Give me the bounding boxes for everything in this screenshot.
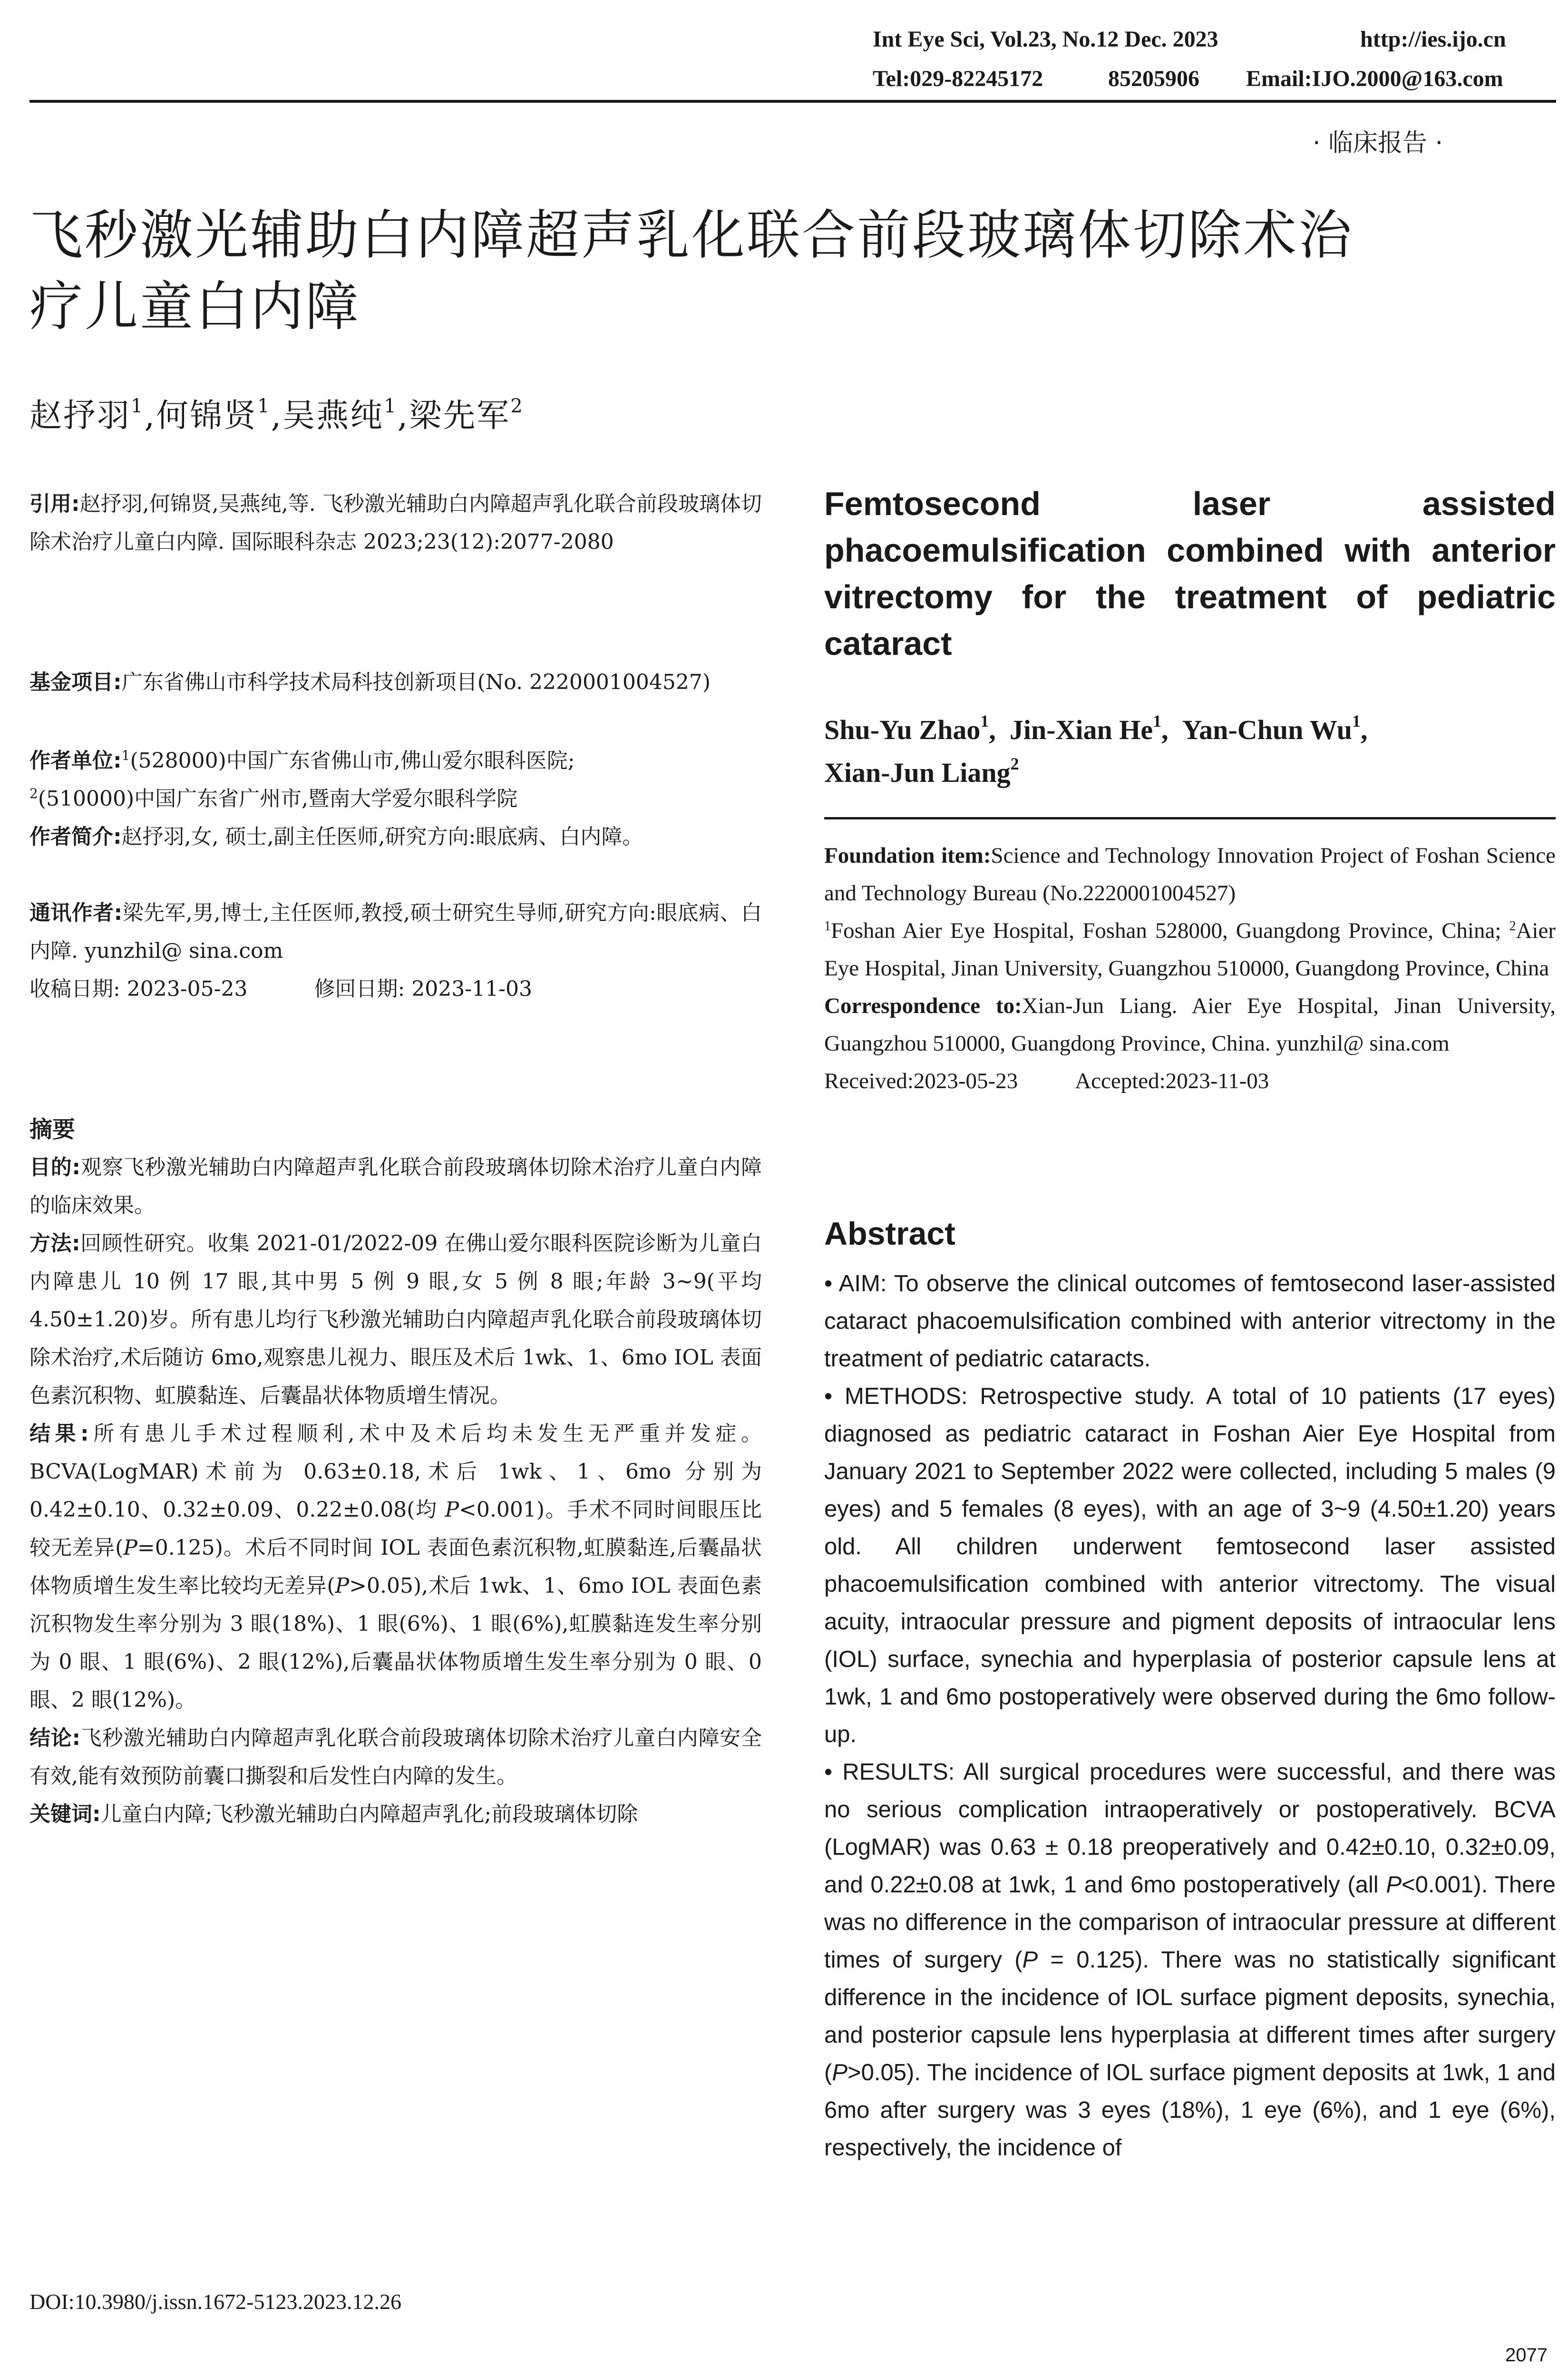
revised-date: 修回日期: 2023-11-03 (314, 977, 532, 1001)
results-text: 所有患儿手术过程顺利,术中及术后均未发生无严重并发症。BCVA(LogMAR)术前为 0.63±0.18,术后 1wk、1、6mo 分别为 0.42±0.10、0.32±0.09、0.22±0.08(均 (29, 1422, 762, 1522)
keywords-label: 关键词: (29, 1802, 101, 1826)
citation-label: 引用: (29, 492, 80, 516)
keywords-text: 儿童白内障;飞秒激光辅助白内障超声乳化;前段玻璃体切除 (100, 1802, 638, 1826)
results-text: =0.125)。术后不同时间 IOL 表面色素沉积物,虹膜黏连,后囊晶状体物质增生发生率比较均无差异( (29, 1536, 762, 1598)
conclusion-text: 飞秒激光辅助白内障超声乳化联合前段玻璃体切除术治疗儿童白内障安全有效,能有效预防前囊口撕裂和后发性白内障的发生。 (29, 1726, 762, 1788)
affiliation-mark: 2 (29, 786, 38, 801)
conclusion-label: 结论: (29, 1726, 81, 1750)
author-affiliation-mark: 1 (131, 395, 145, 417)
corresponding-text: 梁先军,男,博士,主任医师,教授,硕士研究生导师,研究方向:眼底病、白内障. yunzhil@ sina.com (29, 901, 762, 963)
results-text-en: All surgical procedures were successful, and there was no serious complication intraoperatively or postoperatively. BCVA (LogMAR) was 0.63 ± 0.18 preoperatively and 0.42±0.10, 0.32±0.09, and 0.22±0.08 at 1wk, 1 and 6mo postoperatively (all (824, 1759, 1556, 1898)
abstract-en-methods (824, 1378, 1556, 1754)
correspondence-label: Correspondence to: (824, 994, 1022, 1018)
journal-email[interactable]: Email:IJO.2000@163.com (1246, 66, 1503, 91)
received-date: 收稿日期: 2023-05-23 (29, 977, 248, 1001)
abstract-cn-results (29, 1415, 762, 1719)
results-text-en: = 0.125). There was no statistically significant difference in the incidence of IOL surface pigment deposits, synechia, and posterior capsule lens hyperplasia at different times after surgery ( (824, 1947, 1556, 2085)
results-text: <0.001)。手术不同时间眼压比较无差异( (29, 1498, 762, 1560)
abstract-en-aim (824, 1265, 1556, 1378)
bio-text: 赵抒羽,女, 硕士,副主任医师,研究方向:眼底病、白内障。 (121, 825, 643, 849)
header-rule (29, 100, 1556, 103)
affiliation-label: 作者单位: (29, 749, 122, 773)
author-affiliation-mark: 1 (980, 711, 989, 731)
aim-label: 目的: (29, 1155, 81, 1179)
author-affiliation-mark: 1 (1153, 711, 1162, 731)
author-affiliation-mark: 1 (1352, 711, 1361, 731)
methods-text-en: Retrospective study. A total of 10 patients (17 eyes) diagnosed as pediatric cataract in Foshan Aier Eye Hospital from January 2021 to September 2022 were collected, including 5 males (9 eyes) and 5 females (8 eyes), with an age of 3~9 (4.50±1.20) years old. All children underwent femtosecond laser assisted phacoemulsification combined with anterior vitrectomy. The visual acuity, intraocular pressure and pigment deposits of intraocular lens (IOL) surface, synechia and hyperplasia of posterior capsule lens at 1wk, 1 and 6mo postoperatively were observed during the 6mo follow-up. (824, 1383, 1556, 1747)
affiliation-text-2: (510000)中国广东省广州市,暨南大学爱尔眼科学院 (38, 787, 518, 811)
dates-block (29, 970, 762, 1008)
abstract-en-body (824, 1265, 1556, 2167)
p-symbol: P (123, 1536, 137, 1560)
author-name-en: Jin-Xian He (1009, 714, 1153, 745)
aim-text: 观察飞秒激光辅助白内障超声乳化联合前段玻璃体切除术治疗儿童白内障的临床效果。 (29, 1155, 762, 1218)
author-affiliation-mark: 1 (384, 395, 398, 417)
journal-citation-line: Int Eye Sci, Vol.23, No.12 Dec. 2023 (873, 27, 1218, 52)
author-affiliation-mark: 2 (1010, 754, 1019, 773)
page-number: 2077 (1505, 2345, 1548, 2366)
abstract-en-results (824, 1754, 1556, 2167)
article-title-cn (29, 200, 1556, 342)
title-cn-line-1: 飞秒激光辅助白内障超声乳化联合前段玻璃体切除术治 (29, 205, 1354, 266)
authors-en: Shu-Yu Zhao$^1$, Jin-Xian He$^1$, Yan-Chun Wu$^1$, Xian-Jun Liang$^2$ (824, 711, 1368, 788)
bio-block (29, 818, 762, 856)
affiliation-en-1: Foshan Aier Eye Hospital, Foshan 528000, Guangdong Province, China; (831, 918, 1501, 943)
p-symbol: P (1022, 1947, 1038, 1973)
article-title-en: Femtosecond laser assisted phacoemulsification combined with anterior vitrectomy for the treatment of pediatric cataract (824, 485, 1556, 662)
bio-label: 作者简介: (29, 825, 122, 849)
journal-tel: Tel:029-82245172 (873, 66, 1043, 91)
results-label-en: • RESULTS: (824, 1759, 955, 1785)
affiliation-block (29, 742, 762, 818)
results-text: >0.05),术后 1wk、1、6mo IOL 表面色素沉积物发生率分别为 3 眼(18%)、1 眼(6%)、1 眼(6%),虹膜黏连发生率分别为 0 眼、1 眼(6%)、2 眼(12%),后囊晶状体物质增生发生率分别为 0 眼、0 眼、2 眼(12%)。 (29, 1574, 762, 1712)
abstract-cn-conclusion (29, 1719, 762, 1795)
section-label: · 临床报告 · (1313, 129, 1443, 157)
english-article-info (824, 837, 1556, 1100)
abstract-cn-methods (29, 1225, 762, 1415)
affiliation-mark: 2 (1509, 919, 1516, 934)
doi[interactable]: DOI:10.3980/j.issn.1672-5123.2023.12.26 (29, 2289, 401, 2314)
fund-block (29, 663, 762, 701)
methods-label-en: • METHODS: (824, 1383, 968, 1409)
foundation-text: Science and Technology Innovation Project of Foshan Science and Technology Bureau (No.2220001004527) (824, 843, 1556, 906)
authors-cn: 赵抒羽$^1$,何锦贤$^1$,吴燕纯$^1$,梁先军$^2$ (29, 395, 524, 435)
fund-label: 基金项目: (29, 670, 122, 694)
p-symbol: P (832, 2060, 848, 2085)
english-section-rule (824, 817, 1556, 819)
fund-text: 广东省佛山市科学技术局科技创新项目(No. 2220001004527) (121, 670, 711, 694)
abstract-heading-en: Abstract (824, 1216, 955, 1252)
journal-tel-2: 85205906 (1108, 66, 1199, 91)
author-name-en: Shu-Yu Zhao (824, 714, 981, 745)
p-symbol: P (1386, 1872, 1402, 1898)
results-label: 结果: (29, 1422, 89, 1446)
author-name: 吴燕纯 (282, 397, 384, 435)
results-text-en: >0.05). The incidence of IOL surface pigment deposits at 1wk, 1 and 6mo after surgery was 3 eyes (18%), 1 eye (6%), and 1 eye (6%), respectively, the incidence of (824, 2060, 1556, 2161)
corresponding-block (29, 894, 762, 970)
author-name: 梁先军 (409, 397, 511, 435)
journal-url[interactable]: http://ies.ijo.cn (1360, 27, 1506, 52)
affiliation-mark: 1 (121, 748, 130, 763)
foundation-label: Foundation item: (824, 843, 991, 868)
aim-text-en: To observe the clinical outcomes of femtosecond laser-assisted cataract phacoemulsification combined with anterior vitrectomy in the treatment of pediatric cataracts. (824, 1271, 1556, 1372)
corresponding-label: 通讯作者: (29, 901, 123, 925)
author-affiliation-mark: 1 (257, 395, 271, 417)
keywords-cn (29, 1795, 762, 1833)
author-name: 赵抒羽 (29, 397, 131, 435)
accepted-date-en: Accepted:2023-11-03 (1075, 1069, 1269, 1093)
results-text-en: <0.001). There was no difference in the comparison of intraocular pressure at different times of surgery ( (824, 1872, 1556, 1973)
p-symbol: P (335, 1574, 350, 1598)
affiliation-en-2: Aier Eye Hospital, Jinan University, Guangzhou 510000, Guangdong Province, China (824, 918, 1556, 981)
abstract-cn-aim (29, 1149, 762, 1225)
methods-text: 回顾性研究。收集 2021-01/2022-09 在佛山爱尔眼科医院诊断为儿童白内障患儿 10 例 17 眼,其中男 5 例 9 眼,女 5 例 8 眼;年龄 3~9(平均 4.50±1.20)岁。所有患儿均行飞秒激光辅助白内障超声乳化联合前段玻璃体切除术治疗,术后随访 6mo,观察患儿视力、眼压及术后 1wk、1、6mo IOL 表面色素沉积物、虹膜黏连、后囊晶状体物质增生情况。 (29, 1231, 762, 1408)
abstract-cn-body (29, 1149, 762, 1833)
citation-block (29, 485, 762, 561)
aim-label-en: • AIM: (824, 1271, 887, 1296)
author-name-en: Xian-Jun Liang (824, 757, 1011, 788)
methods-label: 方法: (29, 1231, 80, 1256)
author-affiliation-mark: 2 (510, 395, 524, 417)
correspondence-text: Xian-Jun Liang. Aier Eye Hospital, Jinan University, Guangzhou 510000, Guangdong Province, China. yunzhil@ sina.com (824, 994, 1556, 1056)
p-symbol: P (445, 1498, 459, 1522)
author-name-en: Yan-Chun Wu (1182, 714, 1353, 745)
received-date-en: Received:2023-05-23 (824, 1069, 1018, 1093)
author-name: 何锦贤 (156, 397, 258, 435)
affiliation-mark: 1 (824, 919, 831, 934)
abstract-heading-cn: 摘要 (29, 1116, 76, 1143)
citation-text: 赵抒羽,何锦贤,吴燕纯,等. 飞秒激光辅助白内障超声乳化联合前段玻璃体切除术治疗儿童白内障. 国际眼科杂志 2023;23(12):2077-2080 (29, 492, 762, 554)
affiliation-text-1: (528000)中国广东省佛山市,佛山爱尔眼科医院; (130, 749, 575, 773)
title-cn-line-2: 疗儿童白内障 (29, 276, 360, 338)
